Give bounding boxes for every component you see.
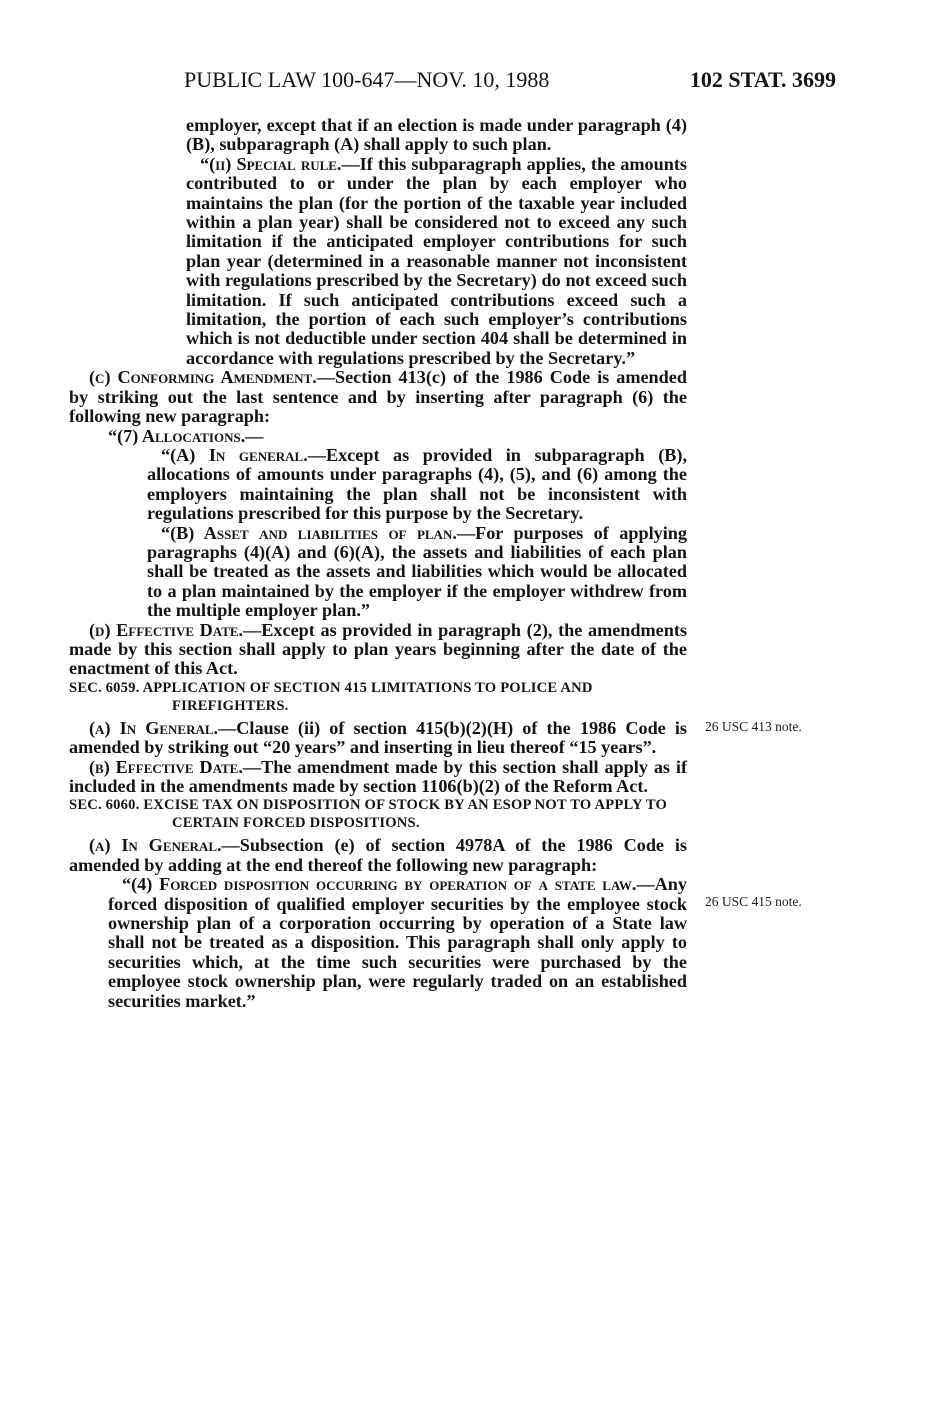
paragraph-special-rule <box>69 155 687 368</box>
paragraph-heading: (b) Effective Date. <box>89 756 243 777</box>
paragraph-asset-liabilities <box>69 524 687 621</box>
paragraph-allocations-heading <box>69 427 687 446</box>
margin-note-usc-413: 26 USC 413 note. <box>705 719 802 734</box>
paragraph-text: —Clause (ii) of section 415(b)(2)(H) of the 1986 Code is amended by striking out “20 years” and inserting in lieu thereof “15 years”. <box>69 717 687 758</box>
paragraph-employer-election <box>69 116 687 155</box>
paragraph-text: —Any forced disposition of qualified employer securities by the employee stock ownership plan of a corporation occurring by operation of a State law shall not be treated as a disposition. This paragraph shall only apply to securities which, at the time such securities were purchased by the employee stock ownership plan, were regularly traded on an established securities market.” <box>108 874 687 1011</box>
paragraph-heading: “(ii) Special rule. <box>200 153 342 174</box>
paragraph-text: —For purposes of applying paragraphs (4)(A) and (6)(A), the assets and liabilities of each plan shall be treated as the assets and liabilities which would be allocated to a plan maintained by the employer if the employer withdrew from the multiple employer plan.” <box>147 522 687 621</box>
paragraph-heading: “(B) Asset and liabilities of plan. <box>161 522 457 543</box>
paragraph-heading: “(A) In general. <box>161 444 308 465</box>
paragraph-heading: “(4) Forced disposition occurring by operation of a state law. <box>122 874 637 895</box>
public-law-citation: PUBLIC LAW 100-647—NOV. 10, 1988 <box>184 67 550 92</box>
paragraph-text: —Subsection (e) of section 4978A of the 1986 Code is amended by adding at the end thereof the following new paragraph: <box>69 835 687 875</box>
paragraph-heading: (a) In General. <box>89 835 222 856</box>
paragraph-conforming-amendment <box>69 368 687 426</box>
paragraph-text: —Except as provided in subparagraph (B), allocations of amounts under paragraphs (4), (5), and (6) among the employers maintaining the plan shall not be inconsistent with regulations prescribed for this purpose by the Secretary. <box>147 444 687 524</box>
section-6060-heading: SEC. 6060. EXCISE TAX ON DISPOSITION OF STOCK BY AN ESOP NOT TO APPLY TO CERTAIN FORCED DISPOSITIONS. <box>69 797 668 832</box>
paragraph-heading: (a) In General. <box>89 717 219 738</box>
page-header <box>184 66 836 94</box>
statute-body <box>69 116 687 1011</box>
paragraph-text: employer, except that if an election is made under paragraph (4)(B), subparagraph (A) shall apply to such plan. <box>186 115 687 155</box>
paragraph-effective-date-415 <box>69 758 687 797</box>
statute-page-number: 102 STAT. 3699 <box>689 67 836 92</box>
paragraph-effective-date-413 <box>69 621 687 679</box>
paragraph-in-general-allocations <box>69 446 687 524</box>
paragraph-text: —Section 413(c) of the 1986 Code is amended by striking out the last sentence and by inserting after paragraph (6) the following new paragraph: <box>69 367 687 427</box>
paragraph-text: —If this subparagraph applies, the amounts contributed to or under the plan by each employer who maintains the plan (for the portion of the taxable year included within a plan year) shall be considered not to exceed any such limitation if the anticipated employer contributions for such plan year (determined in a reasonable manner not inconsistent with regulations prescribed by the Secretary) do not exceed such limitation. If such anticipated contributions exceed such a limitation, the portion of each such employer’s contributions which is not deductible under section 404 shall be determined in accordance with regulations prescribed by the Secretary.” <box>186 153 687 368</box>
paragraph-heading: “(7) Allocations.— <box>108 425 264 446</box>
paragraph-heading: (d) Effective Date. <box>89 619 244 640</box>
paragraph-in-general-4978a <box>69 836 687 875</box>
paragraph-forced-disposition <box>69 875 687 1011</box>
paragraph-in-general-415 <box>69 719 687 758</box>
paragraph-heading: (c) Conforming Amendment. <box>89 367 317 388</box>
paragraph-text: —The amendment made by this section shall apply as if included in the amendments made by section 1106(b)(2) of the Reform Act. <box>69 756 688 796</box>
section-6059-heading: SEC. 6059. APPLICATION OF SECTION 415 LIMITATIONS TO POLICE AND FIREFIGHTERS. <box>69 679 593 714</box>
paragraph-text: —Except as provided in paragraph (2), the amendments made by this section shall apply to plan years beginning after the date of the enactment of this Act. <box>69 619 687 679</box>
margin-note-usc-415: 26 USC 415 note. <box>705 894 802 909</box>
